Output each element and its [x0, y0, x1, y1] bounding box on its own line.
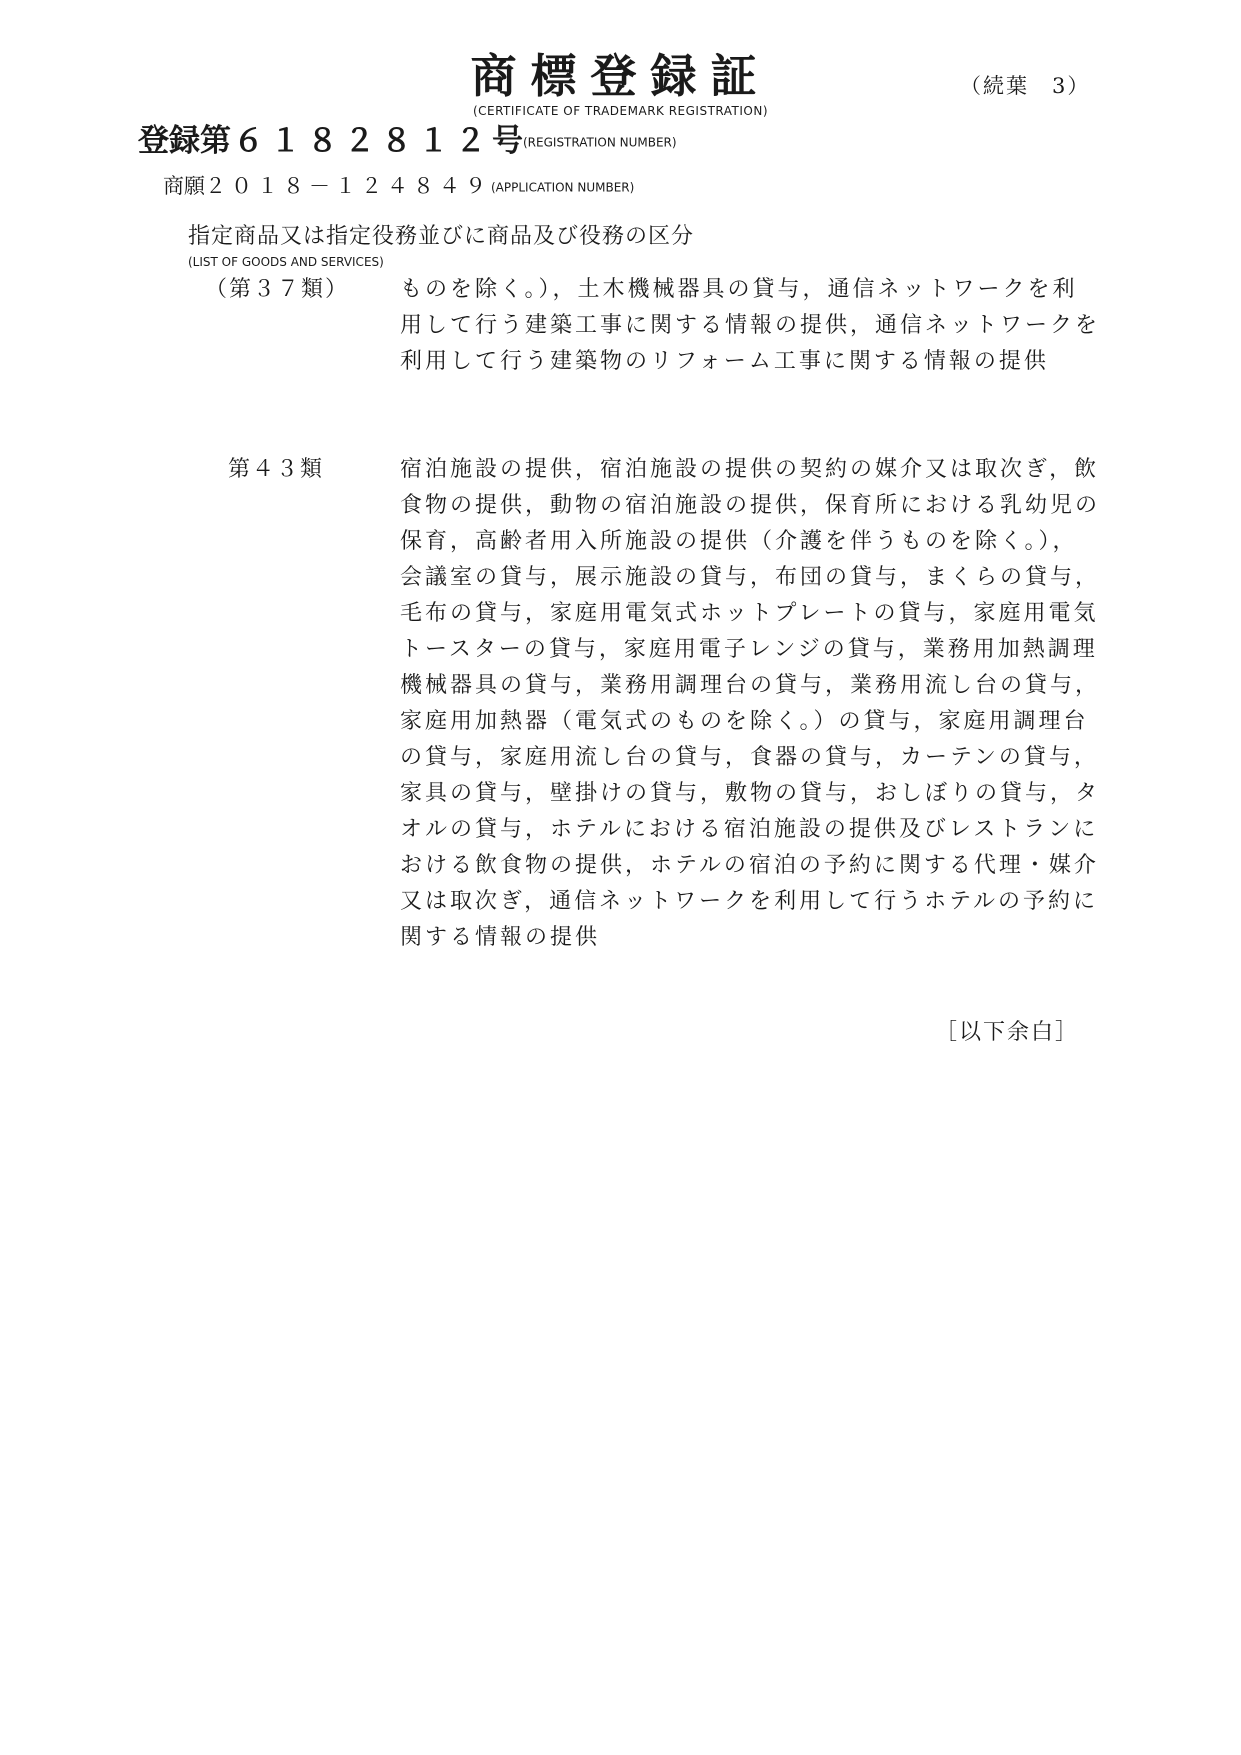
class-37-text: ものを除く。），土木機械器具の貸与，通信ネットワークを利用して行う建築工事に関する情報の提供，通信ネットワークを利用して行う建築物のリフォーム工事に関する情報の提供 [400, 277, 1101, 374]
goods-services-heading: 指定商品又は指定役務並びに商品及び役務の区分 [188, 224, 695, 249]
continuation-sheet-label: （続葉 3） [960, 74, 1091, 98]
registration-number-label-english: (REGISTRATION NUMBER) [523, 135, 677, 150]
remainder-blank-note: ［以下余白］ [935, 1020, 1080, 1045]
application-prefix: 商願 [163, 174, 205, 198]
goods-services-heading-english: (LIST OF GOODS AND SERVICES) [188, 255, 384, 269]
application-number-line [163, 172, 634, 202]
certificate-title: 商標登録証 [470, 49, 771, 103]
class-37-label: （第３７類） [205, 277, 350, 302]
registration-number: ６１８２８１２ [233, 123, 492, 159]
application-number: ２０１８－１２４８４９ [205, 174, 491, 198]
application-number-label-english: (APPLICATION NUMBER) [491, 180, 635, 195]
registration-number-line [138, 122, 677, 162]
registration-suffix: 号 [492, 123, 523, 159]
certificate-title-english: (CERTIFICATE OF TRADEMARK REGISTRATION) [472, 104, 769, 118]
class-43-label: 第４３類 [228, 457, 325, 482]
class-43-text: 宿泊施設の提供，宿泊施設の提供の契約の媒介又は取次ぎ，飲食物の提供，動物の宿泊施設の提供，保育所における乳幼児の保育，高齢者用入所施設の提供（介護を伴うものを除く。），会議室の貸与，展示施設の貸与，布団の貸与，まくらの貸与，毛布の貸与，家庭用電気式ホットプレートの貸与，家庭用電気トースターの貸与，家庭用電子レンジの貸与，業務用加熱調理機械器具の貸与，業務用調理台の貸与，業務用流し台の貸与，家庭用加熱器（電気式のものを除く。）の貸与，家庭用調理台の貸与，家庭用流し台の貸与，食器の貸与，カーテンの貸与，家具の貸与，壁掛けの貸与，敷物の貸与，おしぼりの貸与，タオルの貸与，ホテルにおける宿泊施設の提供及びレストランにおける飲食物の提供，ホテルの宿泊の予約に関する代理・媒介又は取次ぎ，通信ネットワークを利用して行うホテルの予約に関する情報の提供 [400, 457, 1101, 950]
registration-prefix: 登録第 [138, 123, 231, 159]
